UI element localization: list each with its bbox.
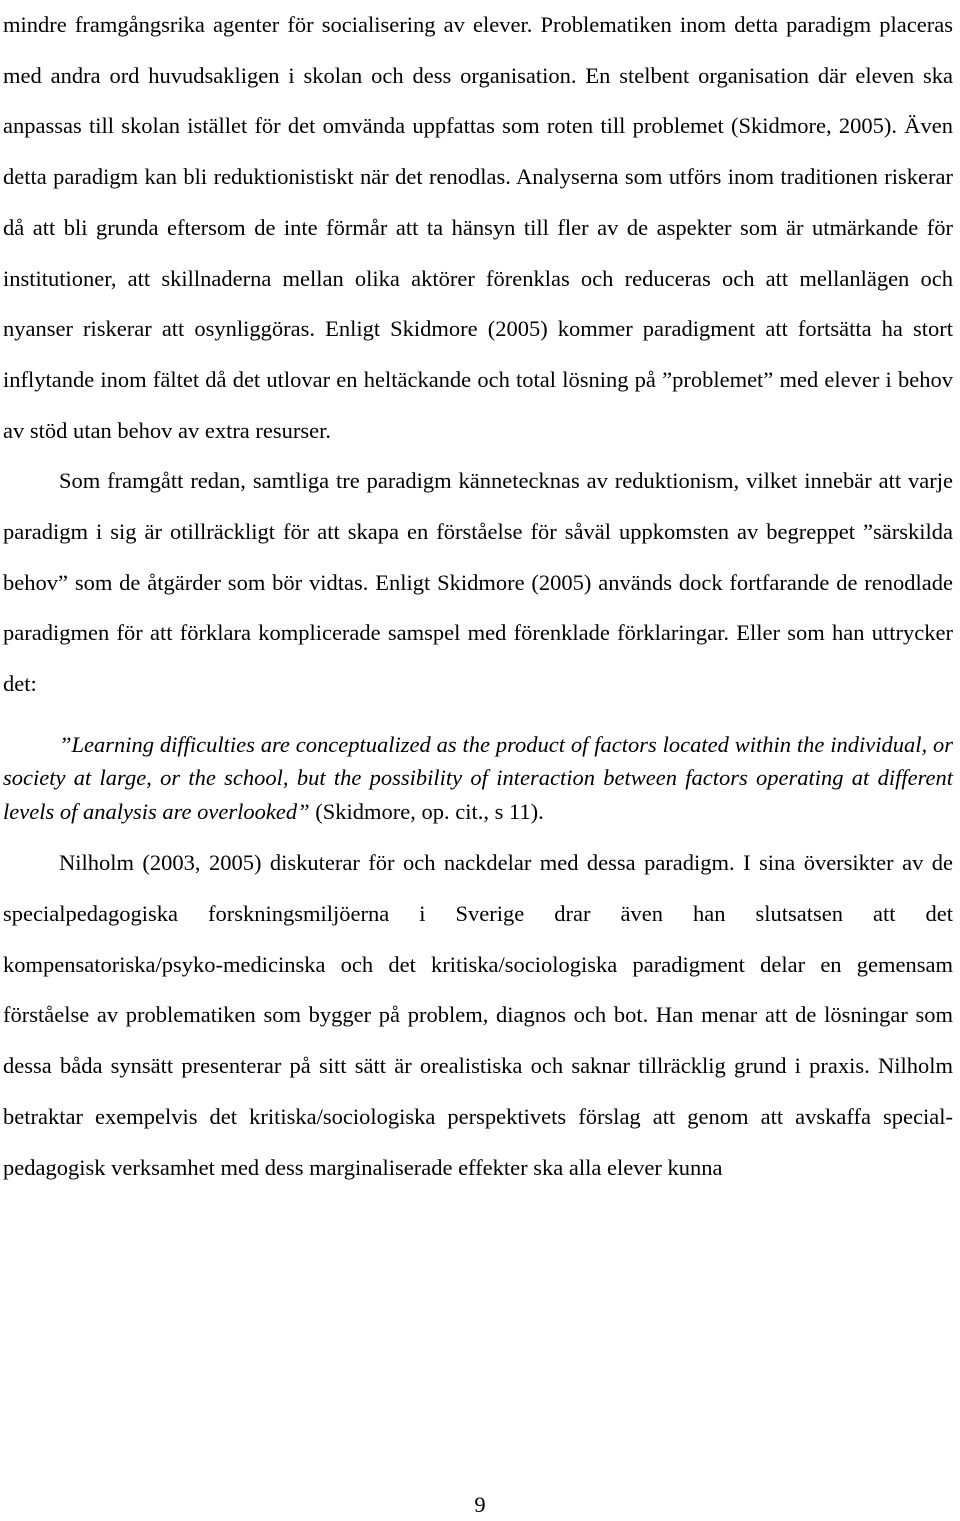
block-quote: [3, 728, 953, 829]
document-page: [3, 0, 953, 1193]
body-paragraph-3: Nilholm (2003, 2005) diskuterar för och nackdelar med dessa paradigm. I sina översikter av de specialpedagogiska forskningsmiljöerna i Sverige drar även han slutsatsen att det kompensatoriska/psyko-medicinska och det kritiska/sociologiska paradigment delar en gemensam förståelse av problematiken som bygger på problem, diagnos och bot. Han menar att de lösningar som dessa båda synsätt presenterar på sitt sätt är orealistiska och saknar tillräcklig grund i praxis. Nilholm betraktar exempelvis det kritiska/sociologiska perspektivets förslag att genom att avskaffa special-pedagogisk verksamhet med dess marginaliserade effekter ska alla elever kunna: [3, 850, 953, 1180]
page-number: 9: [474, 1492, 486, 1517]
body-paragraph-1: mindre framgångsrika agenter för socialisering av elever. Problematiken inom detta paradigm placeras med andra ord huvudsakligen i skolan och dess organisation. En stelbent organisation där eleven ska anpassas till skolan istället för det omvända uppfattas som roten till problemet (Skidmore, 2005). Även detta paradigm kan bli reduktionistiskt när det renodlas. Analyserna som utförs inom traditionen riskerar då att bli grunda eftersom de inte förmår att ta hänsyn till fler av de aspekter som är utmärkande för institutioner, att skillnaderna mellan olika aktörer förenklas och reduceras och att mellanlägen och nyanser riskerar att osynliggöras. Enligt Skidmore (2005) kommer paradigment att fortsätta ha stort inflytande inom fältet då det utlovar en heltäckande och total lösning på ”problemet” med elever i behov av stöd utan behov av extra resurser.: [3, 12, 953, 443]
body-paragraph-2: Som framgått redan, samtliga tre paradigm kännetecknas av reduktionism, vilket innebär att varje paradigm i sig är otillräckligt för att skapa en förståelse för såväl uppkomsten av begreppet ”särskilda behov” som de åtgärder som bör vidtas. Enligt Skidmore (2005) används dock fortfarande de renodlade paradigmen för att förklara komplicerade samspel med förenklade förklaringar. Eller som han uttrycker det:: [3, 468, 953, 697]
quote-text: ”Learning difficulties are conceptualized as the product of factors located within the individual, or society at large, or the school, but the possibility of interaction between factors operating at different levels of analysis are overlooked”: [3, 731, 953, 824]
quote-citation: (Skidmore, op. cit., s 11).: [315, 798, 544, 824]
